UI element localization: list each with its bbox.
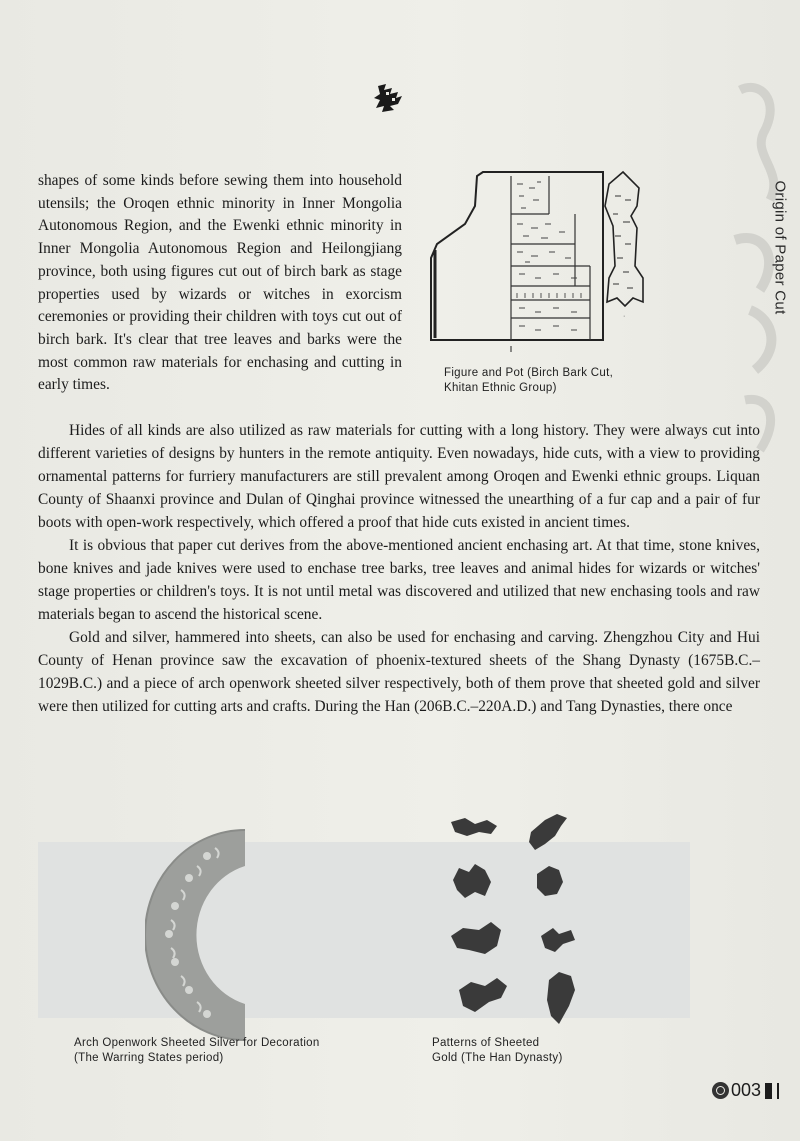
- svg-text:·: ·: [623, 313, 626, 320]
- gold-pattern-5: [451, 922, 501, 954]
- body-text: [38, 419, 760, 718]
- gold-pattern-2: [529, 814, 567, 850]
- page-number: 003: [712, 1080, 779, 1101]
- gold-pattern-8: [547, 972, 575, 1024]
- birch-bark-figure-and-pot-illustration: [425, 166, 655, 366]
- gold-pattern-1: [451, 818, 497, 836]
- arch-silver-caption: Arch Openwork Sheeted Silver for Decoration (The Warring States period): [74, 1037, 320, 1064]
- header-ornament-icon: [372, 80, 408, 114]
- paragraph-hides: Hides of all kinds are also utilized as raw materials for cutting with a long history. They were always cut into different varieties of designs by hunters in the remote antiquity. Even nowadays, hide cuts, with a view to providing ornamental patterns for furriery manufacturers are still prevalent among Oroqen and Ewenki ethnic groups. Liquan County of Shaanxi province and Dulan of Qinghai province witnessed the unearthing of a fur cap and a pair of fur boots with open-work respectively, which offered a proof that hide cuts existed in ancient times.: [38, 422, 760, 531]
- paragraph-gold-silver: Gold and silver, hammered into sheets, can also be used for enchasing and carving. Zhengzhou City and Hui County of Henan province saw the excavation of phoenix-textured sheets of the Shang Dynasty (1675B.C.–1029B.C.) and a piece of arch openwork sheeted silver respectively, both of them prove that sheeted gold and silver were then utilized for cutting arts and crafts. During the Han (206B.C.–220A.D.) and Tang Dynasties, there once: [38, 629, 760, 715]
- figure-top-caption: Figure and Pot (Birch Bark Cut, Khitan Ethnic Group): [444, 367, 614, 394]
- gold-pattern-3: [453, 864, 491, 898]
- paragraph-origin: It is obvious that paper cut derives from the above-mentioned ancient enchasing art. At that time, stone knives, bone knives and jade knives were used to enchase tree barks, tree leaves and animal hides for wizards or witches' stage properties or children's toys. It is not until metal was discovered and utilized that new enchasing tools and raw materials began to ascend the historical scene.: [38, 537, 760, 623]
- gold-pattern-7: [459, 978, 507, 1012]
- page-number-thin-bar-icon: [777, 1083, 779, 1099]
- sheeted-gold-patterns-illustration: [445, 810, 595, 1040]
- pot-drawing: [431, 172, 603, 352]
- arch-openwork-silver-illustration: [145, 826, 260, 1044]
- gold-pattern-4: [537, 866, 563, 896]
- page-number-bar-icon: [765, 1083, 772, 1099]
- sheeted-gold-caption: Patterns of Sheeted Gold (The Han Dynasty): [432, 1037, 563, 1064]
- side-chapter-title: Origin of Paper Cut: [771, 179, 789, 315]
- gold-pattern-6: [541, 928, 575, 952]
- intro-paragraph: shapes of some kinds before sewing them into household utensils; the Oroqen ethnic minority in Inner Mongolia Autonomous Region, and the Ewenki ethnic minority in Inner Mongolia Autonomous Region and Heilongjiang province, both using figures cut out of birch bark as stage properties used by wizards or witches in exorcism ceremonies or providing their children with toys cut out of birch bark. It's clear that tree leaves and barks were the most common raw materials for enchasing and cutting in early times.: [38, 172, 402, 394]
- figure-drawing: [605, 172, 643, 320]
- page-number-emblem-icon: [712, 1082, 729, 1099]
